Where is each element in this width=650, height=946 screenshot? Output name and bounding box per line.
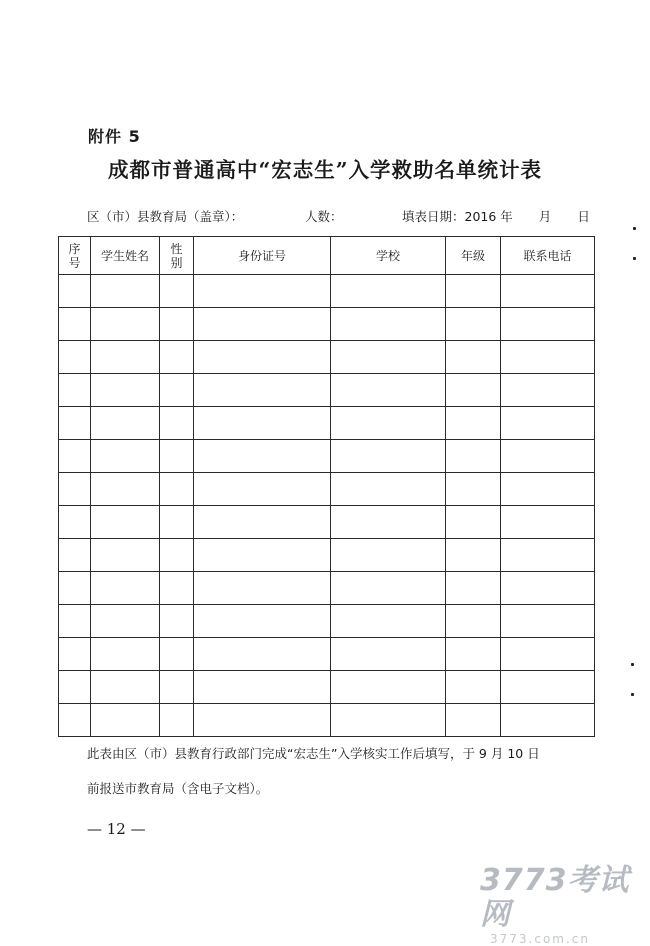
table-row <box>59 341 595 374</box>
cell-grade <box>446 704 501 737</box>
cell-gender <box>160 341 194 374</box>
cell-seq <box>59 572 91 605</box>
cell-name <box>91 506 160 539</box>
month-label: 月 <box>538 209 552 224</box>
cell-gender <box>160 473 194 506</box>
cell-school <box>331 539 446 572</box>
cell-phone <box>501 275 595 308</box>
cell-school <box>331 308 446 341</box>
cell-name <box>91 605 160 638</box>
cell-phone <box>501 671 595 704</box>
cell-phone <box>501 638 595 671</box>
day-label: 日 <box>577 209 590 224</box>
cell-seq <box>59 374 91 407</box>
table-row <box>59 572 595 605</box>
cell-id-number <box>194 572 331 605</box>
cell-school <box>331 506 446 539</box>
header-name: 学生姓名 <box>91 237 160 275</box>
header-grade: 年级 <box>446 237 501 275</box>
cell-gender <box>160 671 194 704</box>
attachment-label: 附件 5 <box>88 127 141 146</box>
count-label: 人数： <box>305 209 343 224</box>
date-line <box>402 207 590 225</box>
cell-school <box>331 671 446 704</box>
cell-id-number <box>194 638 331 671</box>
cell-name <box>91 341 160 374</box>
cell-name <box>91 275 160 308</box>
roster-body <box>59 275 595 737</box>
table-row <box>59 275 595 308</box>
cell-phone <box>501 440 595 473</box>
cell-phone <box>501 539 595 572</box>
watermark-logo <box>480 864 640 946</box>
cell-seq <box>59 506 91 539</box>
table-row <box>59 605 595 638</box>
cell-grade <box>446 275 501 308</box>
cell-gender <box>160 374 194 407</box>
cell-id-number <box>194 473 331 506</box>
cell-name <box>91 704 160 737</box>
table-row <box>59 506 595 539</box>
cell-grade <box>446 539 501 572</box>
cell-phone <box>501 308 595 341</box>
cell-id-number <box>194 506 331 539</box>
scan-speck <box>633 257 636 260</box>
cell-gender <box>160 275 194 308</box>
cell-name <box>91 572 160 605</box>
cell-grade <box>446 440 501 473</box>
cell-phone <box>501 572 595 605</box>
table-row <box>59 440 595 473</box>
cell-grade <box>446 341 501 374</box>
cell-phone <box>501 605 595 638</box>
cell-name <box>91 638 160 671</box>
cell-grade <box>446 374 501 407</box>
cell-name <box>91 374 160 407</box>
cell-grade <box>446 407 501 440</box>
cell-seq <box>59 407 91 440</box>
cell-seq <box>59 275 91 308</box>
cell-id-number <box>194 308 331 341</box>
cell-grade <box>446 605 501 638</box>
header-gender: 性别 <box>160 237 194 275</box>
cell-id-number <box>194 341 331 374</box>
cell-name <box>91 440 160 473</box>
cell-seq <box>59 539 91 572</box>
cell-school <box>331 275 446 308</box>
cell-name <box>91 473 160 506</box>
cell-gender <box>160 572 194 605</box>
cell-phone <box>501 506 595 539</box>
table-row <box>59 308 595 341</box>
note-line-2: 前报送市教育局（含电子文档）。 <box>87 781 269 796</box>
cell-school <box>331 704 446 737</box>
cell-phone <box>501 407 595 440</box>
cell-grade <box>446 506 501 539</box>
cell-school <box>331 638 446 671</box>
cell-phone <box>501 704 595 737</box>
table-row <box>59 638 595 671</box>
table-row <box>59 704 595 737</box>
roster-table <box>58 236 595 737</box>
cell-phone <box>501 341 595 374</box>
cell-gender <box>160 638 194 671</box>
watermark-sub: 3773.com.cn <box>490 932 590 946</box>
scan-speck <box>631 663 634 666</box>
cell-phone <box>501 473 595 506</box>
cell-school <box>331 407 446 440</box>
scan-speck <box>633 227 636 230</box>
table-row <box>59 539 595 572</box>
watermark-main: 3773考试网 <box>480 863 630 932</box>
cell-id-number <box>194 671 331 704</box>
cell-school <box>331 473 446 506</box>
cell-school <box>331 440 446 473</box>
table-row <box>59 374 595 407</box>
cell-seq <box>59 671 91 704</box>
cell-id-number <box>194 440 331 473</box>
header-id-number: 身份证号 <box>194 237 331 275</box>
district-label: 区（市）县教育局（盖章）： <box>87 209 244 224</box>
scan-speck <box>631 693 634 696</box>
cell-id-number <box>194 407 331 440</box>
cell-name <box>91 407 160 440</box>
cell-gender <box>160 407 194 440</box>
cell-seq <box>59 308 91 341</box>
cell-name <box>91 308 160 341</box>
cell-grade <box>446 572 501 605</box>
cell-id-number <box>194 275 331 308</box>
header-phone: 联系电话 <box>501 237 595 275</box>
cell-phone <box>501 374 595 407</box>
cell-grade <box>446 638 501 671</box>
table-row <box>59 473 595 506</box>
cell-grade <box>446 308 501 341</box>
cell-grade <box>446 473 501 506</box>
cell-gender <box>160 440 194 473</box>
cell-id-number <box>194 704 331 737</box>
cell-gender <box>160 539 194 572</box>
table-row <box>59 671 595 704</box>
table-row <box>59 407 595 440</box>
cell-grade <box>446 671 501 704</box>
date-label: 填表日期：2016 年 <box>402 209 513 224</box>
cell-gender <box>160 308 194 341</box>
note-line-1: 此表由区（市）县教育行政部门完成“宏志生”入学核实工作后填写，于 9 月 10 日 <box>87 746 540 761</box>
cell-seq <box>59 605 91 638</box>
cell-seq <box>59 341 91 374</box>
cell-gender <box>160 605 194 638</box>
page-title: 成都市普通高中“宏志生”入学救助名单统计表 <box>107 158 543 182</box>
cell-gender <box>160 506 194 539</box>
cell-school <box>331 374 446 407</box>
cell-school <box>331 341 446 374</box>
cell-seq <box>59 638 91 671</box>
header-school: 学校 <box>331 237 446 275</box>
header-seq: 序号 <box>59 237 91 275</box>
cell-school <box>331 605 446 638</box>
cell-name <box>91 671 160 704</box>
cell-seq <box>59 704 91 737</box>
cell-id-number <box>194 374 331 407</box>
cell-name <box>91 539 160 572</box>
cell-seq <box>59 440 91 473</box>
cell-id-number <box>194 539 331 572</box>
table-header-row <box>59 237 595 275</box>
cell-seq <box>59 473 91 506</box>
cell-school <box>331 572 446 605</box>
cell-gender <box>160 704 194 737</box>
page-number: — 12 — <box>87 820 146 838</box>
cell-id-number <box>194 605 331 638</box>
